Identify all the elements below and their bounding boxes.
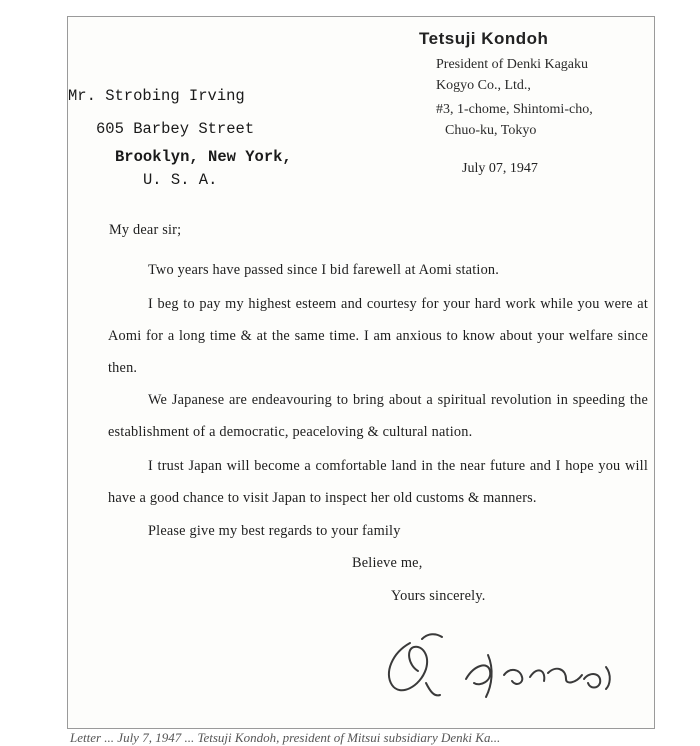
- sender-title-line1: President of Denki Kagaku: [436, 57, 589, 72]
- recipient-country: U. S. A.: [143, 171, 218, 189]
- caption: Letter ... July 7, 1947 ... Tetsuji Kondoh, president of Mitsui subsidiary Denki Ka...: [70, 730, 501, 745]
- paragraph: Please give my best regards to your family: [148, 523, 401, 539]
- sender-address-line1: #3, 1-chome, Shintomi-cho,: [436, 102, 593, 117]
- salutation: My dear sir;: [109, 222, 182, 238]
- sender-title-line2: Kogyo Co., Ltd.,: [436, 78, 531, 93]
- sender-address-line2: Chuo-ku, Tokyo: [445, 123, 537, 138]
- recipient-street: 605 Barbey Street: [96, 120, 255, 138]
- paragraph: Two years have passed since I bid farewell at Aomi station.: [148, 262, 500, 278]
- closing-believe: Believe me,: [352, 555, 423, 571]
- paragraph: I beg to pay my highest esteem and courtesy for your hard work while you were at Aomi for a long time & at the same time. I am anxious to know about your welfare since then.: [108, 296, 648, 376]
- sender-name: Tetsuji Kondoh: [419, 29, 549, 48]
- recipient-city: Brooklyn, New York,: [115, 148, 292, 166]
- signature-icon: [370, 625, 630, 705]
- paragraph: I trust Japan will become a comfortable land in the near future and I hope you will have a good chance to visit Japan to inspect her old customs & manners.: [108, 458, 648, 506]
- letter-page: [67, 16, 655, 729]
- recipient-name: Mr. Strobing Irving: [68, 87, 245, 105]
- sender-block: [419, 29, 639, 141]
- letter-date: July 07, 1947: [462, 161, 538, 176]
- closing-sincerely: Yours sincerely.: [391, 588, 486, 604]
- paragraph: We Japanese are endeavouring to bring about a spiritual revolution in speeding the establishment of a democratic, peaceloving & cultural nation.: [108, 392, 648, 440]
